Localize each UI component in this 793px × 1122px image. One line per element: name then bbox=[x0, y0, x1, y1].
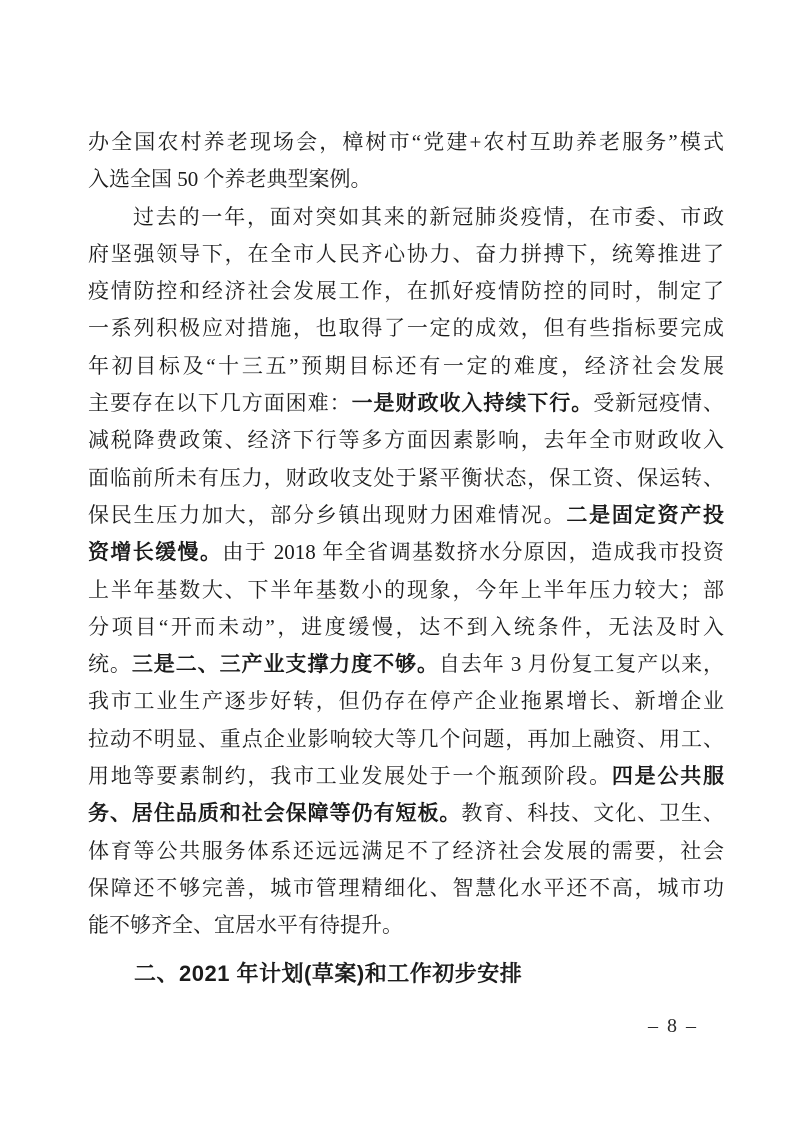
text-segment: 减税降费政策、经济下行等多方面因素影响，去年全市财政收入 bbox=[88, 428, 724, 453]
text-line bbox=[88, 572, 724, 609]
text-line bbox=[88, 497, 724, 534]
text-line bbox=[88, 273, 724, 310]
text-segment: 年初目标及“十三五”预期目标还有一定的难度，经济社会发展 bbox=[88, 353, 724, 378]
text-line bbox=[88, 758, 724, 795]
text-line bbox=[88, 833, 724, 870]
text-segment: 办全国农村养老现场会，樟树市“党建+农村互助养老服务”模式 bbox=[88, 130, 724, 154]
text-line bbox=[88, 721, 724, 758]
text-line bbox=[88, 310, 724, 347]
text-segment: 保障还不够完善，城市管理精细化、智慧化水平还不高，城市功 bbox=[88, 875, 724, 900]
text-segment: 体育等公共服务体系还远远满足不了经济社会发展的需要，社会 bbox=[88, 838, 724, 863]
page-number: – 8 – bbox=[648, 1015, 698, 1037]
emphasis-text-segment: 四是公共服 bbox=[611, 765, 725, 789]
text-line bbox=[88, 236, 724, 273]
text-line bbox=[88, 795, 724, 832]
text-line bbox=[88, 161, 724, 198]
text-segment: 疫情防控和经济社会发展工作，在抓好疫情防控的同时，制定了 bbox=[88, 279, 724, 304]
text-segment: 由于 2018 年全省调基数挤水分原因，造成我市投资 bbox=[222, 540, 725, 565]
text-line bbox=[88, 348, 724, 385]
text-segment: 教育、科技、文化、卫生、 bbox=[461, 801, 725, 826]
text-line bbox=[88, 683, 724, 720]
section-heading: 二、2021 年计划(草案)和工作初步安排 bbox=[134, 960, 523, 986]
text-segment: 自去年 3 月份复工复产以来， bbox=[438, 652, 725, 677]
text-segment: 统。 bbox=[88, 652, 132, 677]
text-line bbox=[88, 646, 724, 683]
body-text-block bbox=[88, 124, 724, 993]
text-segment: 用地等要素制约，我市工业发展处于一个瓶颈阶段。 bbox=[88, 764, 612, 789]
text-line bbox=[88, 870, 724, 907]
emphasis-text-segment: 二是固定资产投 bbox=[566, 503, 725, 527]
text-line bbox=[88, 534, 724, 571]
emphasis-text-segment: 资增长缓慢。 bbox=[88, 541, 223, 565]
text-segment: 面临前所未有压力，财政收支处于紧平衡状态，保工资、保运转、 bbox=[88, 465, 724, 490]
text-segment: 拉动不明显、重点企业影响较大等几个问题，再加上融资、用工、 bbox=[88, 726, 724, 751]
text-segment: 主要存在以下几方面困难： bbox=[88, 391, 352, 416]
text-segment: 一系列积极应对措施，也取得了一定的成效，但有些指标要完成 bbox=[88, 316, 724, 341]
text-line bbox=[88, 124, 724, 161]
text-line bbox=[88, 422, 724, 459]
text-line bbox=[88, 609, 724, 646]
text-segment: 府坚强领导下，在全市人民齐心协力、奋力拼搏下，统筹推进了 bbox=[88, 241, 724, 266]
text-segment: 受新冠疫情、 bbox=[593, 391, 725, 416]
text-line bbox=[88, 460, 724, 497]
text-segment: 入选全国 50 个养老典型案例。 bbox=[88, 167, 372, 192]
emphasis-text-segment: 三是二、三产业支撑力度不够。 bbox=[131, 653, 439, 677]
emphasis-text-segment: 一是财政收入持续下行。 bbox=[351, 392, 594, 416]
text-segment: 过去的一年，面对突如其来的新冠肺炎疫情，在市委、市政 bbox=[133, 204, 724, 229]
text-line bbox=[88, 385, 724, 422]
text-segment: 上半年基数大、下半年基数小的现象，今年上半年压力较大；部 bbox=[88, 577, 724, 602]
text-line bbox=[88, 907, 724, 944]
text-line bbox=[88, 199, 724, 236]
emphasis-text-segment: 务、居住品质和社会保障等仍有短板。 bbox=[88, 802, 462, 826]
text-segment: 分项目“开而未动”，进度缓慢，达不到入统条件，无法及时入 bbox=[88, 614, 724, 639]
text-segment: 我市工业生产逐步好转，但仍存在停产企业拖累增长、新增企业 bbox=[88, 689, 724, 714]
text-segment: 保民生压力加大，部分乡镇出现财力困难情况。 bbox=[88, 502, 567, 527]
text-segment: 能不够齐全、宜居水平有待提升。 bbox=[88, 913, 403, 938]
